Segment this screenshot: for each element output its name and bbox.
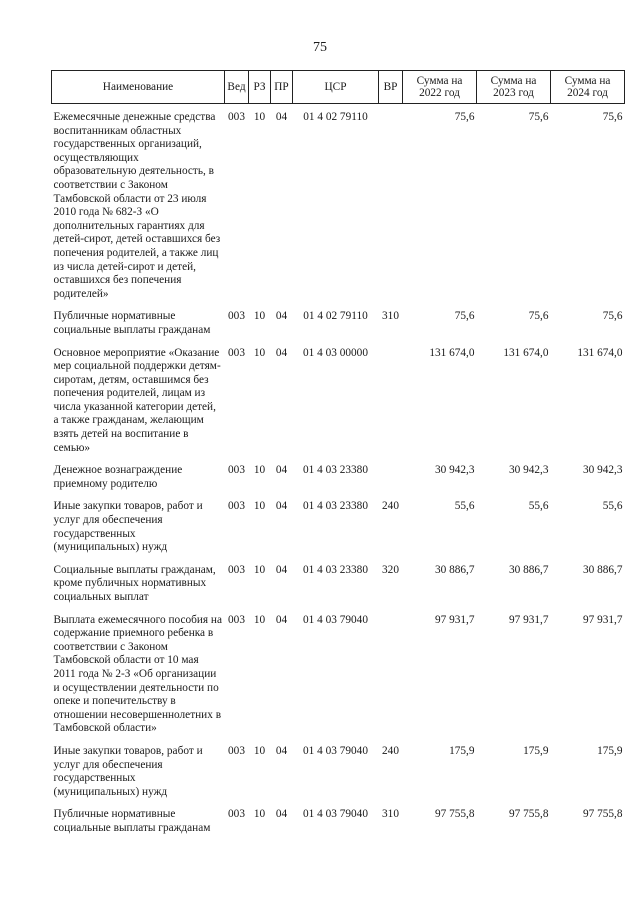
row-ved: 003: [228, 346, 245, 359]
row-rz: 10: [253, 563, 266, 576]
row-rz: 10: [253, 111, 266, 123]
table-row: [52, 745, 625, 808]
row-sum-2023: 97 755,8: [508, 808, 549, 821]
row-name: Публичные нормативные социальные выплаты гражданам: [53, 310, 211, 336]
row-sum-2024: 55,6: [602, 500, 623, 513]
row-rz: 10: [253, 613, 266, 626]
row-sum-2024: 131 674,0: [577, 346, 623, 359]
row-rz: 10: [253, 744, 266, 757]
row-sum-2024: 175,9: [597, 744, 623, 757]
row-pr: 04: [275, 500, 288, 513]
row-ved: 003: [228, 310, 245, 323]
table-row: [52, 614, 625, 745]
col-header-ved: Вед: [225, 71, 249, 104]
row-sum-2024: 30 942,3: [582, 464, 623, 477]
row-csr: 01 4 03 79040: [303, 808, 368, 821]
row-vr: 310: [382, 310, 399, 323]
row-ved: 003: [228, 613, 245, 626]
row-vr: 240: [382, 500, 399, 513]
table-row: [52, 104, 625, 311]
row-name: Социальные выплаты гражданам, кроме публичных нормативных социальных выплат: [53, 563, 216, 603]
row-vr: [379, 347, 403, 465]
col-header-csr: ЦСР: [293, 71, 379, 104]
table-row: [52, 564, 625, 614]
row-ved: 003: [228, 808, 245, 821]
row-sum-2022: 55,6: [454, 500, 475, 513]
row-ved: 003: [228, 464, 245, 477]
row-rz: 10: [253, 808, 266, 821]
table-row: [52, 464, 625, 500]
row-sum-2023: 175,9: [523, 744, 549, 757]
row-name: Публичные нормативные социальные выплаты гражданам: [53, 808, 211, 834]
row-csr: 01 4 03 00000: [303, 346, 368, 359]
row-csr: 01 4 03 23380: [303, 563, 368, 576]
col-header-sum-2022: Сумма на 2022 год: [403, 71, 477, 104]
row-vr: 320: [382, 563, 399, 576]
row-ved: 003: [228, 744, 245, 757]
row-pr: 04: [275, 310, 288, 323]
table-row: [52, 310, 625, 346]
row-sum-2023: 97 931,7: [508, 613, 549, 626]
row-pr: 04: [275, 744, 288, 757]
row-csr: 01 4 02 79110: [303, 310, 368, 323]
row-sum-2022: 30 886,7: [434, 563, 475, 576]
row-csr: 01 4 03 79040: [303, 613, 368, 626]
row-sum-2024: 97 755,8: [582, 808, 623, 821]
table-row: [52, 347, 625, 465]
row-vr: [379, 104, 403, 311]
row-pr: 04: [275, 111, 288, 123]
row-ved: 003: [228, 500, 245, 513]
col-header-sum-2023: Сумма на 2023 год: [477, 71, 551, 104]
row-sum-2024: 75,6: [602, 111, 623, 123]
row-rz: 10: [253, 464, 266, 477]
row-sum-2023: 75,6: [528, 111, 549, 123]
row-sum-2022: 75,6: [454, 111, 475, 123]
row-rz: 10: [253, 310, 266, 323]
row-sum-2022: 30 942,3: [434, 464, 475, 477]
table-row: [52, 808, 625, 844]
table-body: [52, 104, 625, 845]
row-csr: 01 4 03 79040: [303, 744, 368, 757]
row-sum-2023: 30 942,3: [508, 464, 549, 477]
row-vr: [379, 464, 403, 500]
table-row: [52, 500, 625, 563]
col-header-sum-2024: Сумма на 2024 год: [551, 71, 625, 104]
row-csr: 01 4 03 23380: [303, 500, 368, 513]
col-header-pr: ПР: [271, 71, 293, 104]
row-sum-2022: 97 755,8: [434, 808, 475, 821]
row-sum-2022: 131 674,0: [429, 346, 475, 359]
row-pr: 04: [275, 613, 288, 626]
table-header-row: [52, 71, 625, 104]
row-rz: 10: [253, 500, 266, 513]
col-header-name: Наименование: [52, 71, 225, 104]
col-header-vr: ВР: [379, 71, 403, 104]
row-name: Выплата ежемесячного пособия на содержание приемного ребенка в соответствии с Законом Тамбовской области от 10 мая 2011 года № 2-З «Об организации и осуществлении деятельности по опеке и попечительству в отношении несовершеннолетних в Тамбовской области»: [53, 613, 222, 735]
row-sum-2022: 175,9: [449, 744, 475, 757]
row-sum-2024: 75,6: [602, 310, 623, 323]
row-sum-2022: 75,6: [454, 310, 475, 323]
row-pr: 04: [275, 464, 288, 477]
row-name: Иные закупки товаров, работ и услуг для обеспечения государственных (муниципальных) нужд: [53, 500, 203, 554]
row-sum-2023: 30 886,7: [508, 563, 549, 576]
row-sum-2022: 97 931,7: [434, 613, 475, 626]
row-vr: 240: [382, 744, 399, 757]
row-name: Основное мероприятие «Оказание мер социальной поддержки детям-сиротам, детям, оставшимся без попечения родителей, лицам из числа указанной категории детей, а также гражданам, желающим взять детей на воспитание в семью»: [53, 346, 221, 454]
row-sum-2023: 131 674,0: [503, 346, 549, 359]
row-sum-2023: 55,6: [528, 500, 549, 513]
row-ved: 003: [228, 563, 245, 576]
row-name: Иные закупки товаров, работ и услуг для обеспечения государственных (муниципальных) нужд: [53, 744, 203, 798]
row-pr: 04: [275, 346, 288, 359]
row-ved: 003: [228, 111, 245, 123]
row-pr: 04: [275, 563, 288, 576]
row-csr: 01 4 03 23380: [303, 464, 368, 477]
row-vr: [379, 614, 403, 745]
row-rz: 10: [253, 346, 266, 359]
budget-table: [51, 70, 625, 845]
row-pr: 04: [275, 808, 288, 821]
row-sum-2024: 97 931,7: [582, 613, 623, 626]
page-number: 75: [313, 40, 327, 55]
row-sum-2024: 30 886,7: [582, 563, 623, 576]
row-vr: 310: [382, 808, 399, 821]
row-name: Ежемесячные денежные средства воспитанникам областных государственных организаций, осуществляющих образовательную деятельность, в соответствии с Законом Тамбовской области от 23 июля 2010 года № 682-З «О дополнительных гарантиях для детей-сирот, детей оставшихся без попечения родителей, а также лиц из числа детей-сирот и детей, оставшихся без попечения родителей»: [53, 111, 221, 300]
row-csr: 01 4 02 79110: [303, 111, 368, 123]
row-name: Денежное вознаграждение приемному родителю: [53, 464, 183, 490]
col-header-rz: РЗ: [249, 71, 271, 104]
row-sum-2023: 75,6: [528, 310, 549, 323]
